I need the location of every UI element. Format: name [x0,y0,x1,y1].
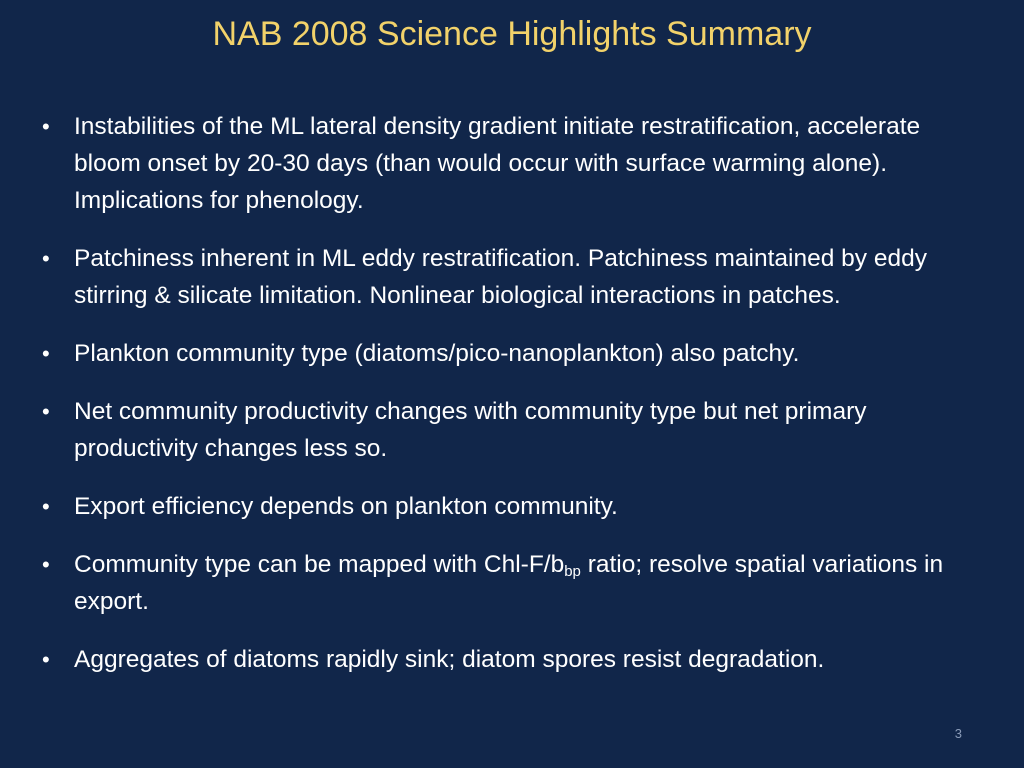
bullet-marker: • [42,246,50,271]
bullet-item [42,335,992,372]
bullet-item [42,108,992,219]
bullet-text: Net community productivity changes with community type but net primary productivity changes less so. [74,398,867,462]
subscript-bp: bp [564,563,581,580]
slide-title: NAB 2008 Science Highlights Summary [212,15,812,53]
bullet-text-before: Community type can be mapped with Chl-F/b [74,551,565,578]
bullet-item [42,393,992,467]
bullet-item [42,546,992,620]
bullet-marker: • [42,399,50,424]
bullet-marker: • [42,647,50,672]
bullet-item [42,641,992,678]
bullet-text-after: ratio; resolve spatial variations in export. [74,551,944,615]
bullet-list [42,108,992,699]
bullet-text: Instabilities of the ML lateral density gradient initiate restratification, accelerate bloom onset by 20-30 days (than would occur with surface warming alone). Implications for phenology. [74,113,921,214]
bullet-item [42,240,992,314]
page-number: 3 [954,726,962,741]
bullet-text: Plankton community type (diatoms/pico-nanoplankton) also patchy. [74,340,800,367]
bullet-text: Patchiness inherent in ML eddy restratification. Patchiness maintained by eddy stirring & silicate limitation. Nonlinear biological interactions in patches. [74,245,927,309]
bullet-text: Export efficiency depends on plankton community. [74,493,618,520]
bullet-marker: • [42,494,50,519]
bullet-marker: • [42,552,50,577]
bullet-marker: • [42,114,50,139]
bullet-item [42,488,992,525]
bullet-text: Aggregates of diatoms rapidly sink; diatom spores resist degradation. [74,646,825,673]
bullet-marker: • [42,341,50,366]
